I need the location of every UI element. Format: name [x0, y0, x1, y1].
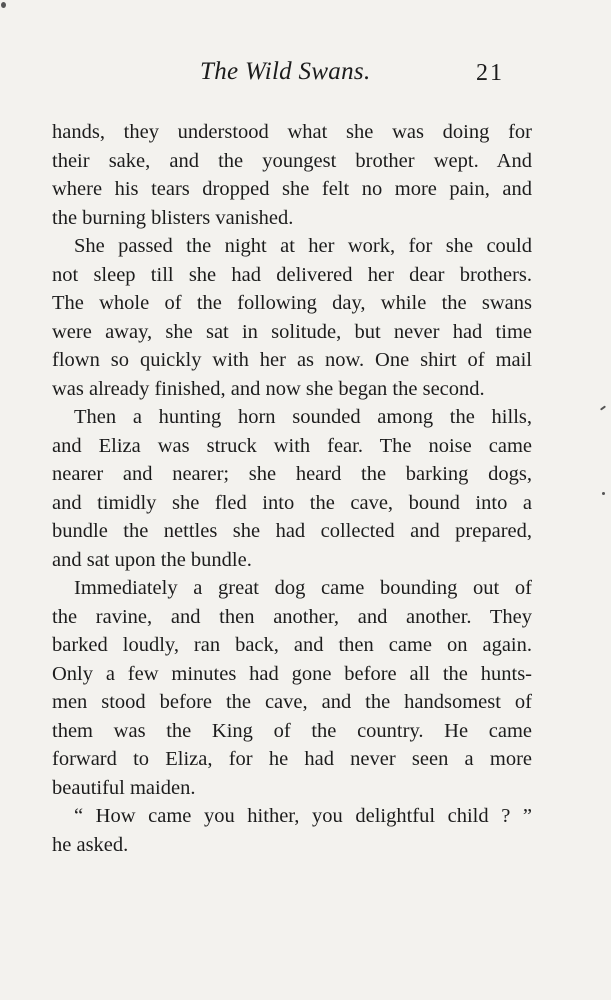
text-line: their sake, and the youngest brother wept. And [52, 149, 532, 172]
text-line: nearer and nearer; she heard the barking dogs, [52, 463, 532, 485]
running-title: The Wild Swans. [200, 58, 371, 85]
text-line: he asked. [52, 833, 129, 856]
paragraph [52, 403, 532, 574]
paragraph [52, 802, 532, 859]
text-line: were away, she sat in solitude, but never had time [52, 320, 532, 343]
text-line: barked loudly, ran back, and then came on again. [52, 634, 532, 656]
text-line: and sat upon the bundle. [52, 548, 252, 571]
page-number: 21 [476, 60, 504, 86]
text-line: The whole of the following day, while the swans [52, 292, 532, 314]
text-line: flown so quickly with her as now. One shirt of mail [52, 349, 532, 371]
text-line: men stood before the cave, and the handsomest of [52, 691, 532, 713]
text-line: and Eliza was struck with fear. The noise came [52, 434, 532, 457]
text-line: and timidly she fled into the cave, bound into a [52, 491, 532, 514]
paragraph [52, 574, 532, 802]
paragraph [52, 118, 532, 232]
text-line: the burning blisters vanished. [52, 206, 294, 229]
text-line: not sleep till she had delivered her dear brothers. [52, 263, 532, 286]
text-line: hands, they understood what she was doing for [52, 121, 532, 143]
ink-speck [602, 492, 605, 495]
text-line: bundle the nettles she had collected and prepared, [52, 520, 532, 542]
text-line: beautiful maiden. [52, 776, 196, 799]
text-line: She passed the night at her work, for she could [74, 235, 532, 257]
page-header [0, 58, 611, 94]
text-line: was already finished, and now she began the second. [52, 377, 485, 400]
text-line: forward to Eliza, for he had never seen a more [52, 748, 532, 770]
paragraph [52, 232, 532, 403]
text-line: them was the King of the country. He came [52, 719, 532, 742]
ink-mark [600, 405, 606, 410]
text-line: Immediately a great dog came bounding out of [74, 577, 532, 599]
text-line: where his tears dropped she felt no more pain, and [52, 178, 532, 200]
text-line: Only a few minutes had gone before all the hunts- [52, 662, 532, 685]
ink-speck [1, 2, 6, 8]
text-line: “ How came you hither, you delightful child ? ” [74, 805, 532, 827]
body-text [52, 118, 532, 859]
text-line: Then a hunting horn sounded among the hills, [74, 406, 532, 428]
text-line: the ravine, and then another, and another. They [52, 605, 532, 628]
